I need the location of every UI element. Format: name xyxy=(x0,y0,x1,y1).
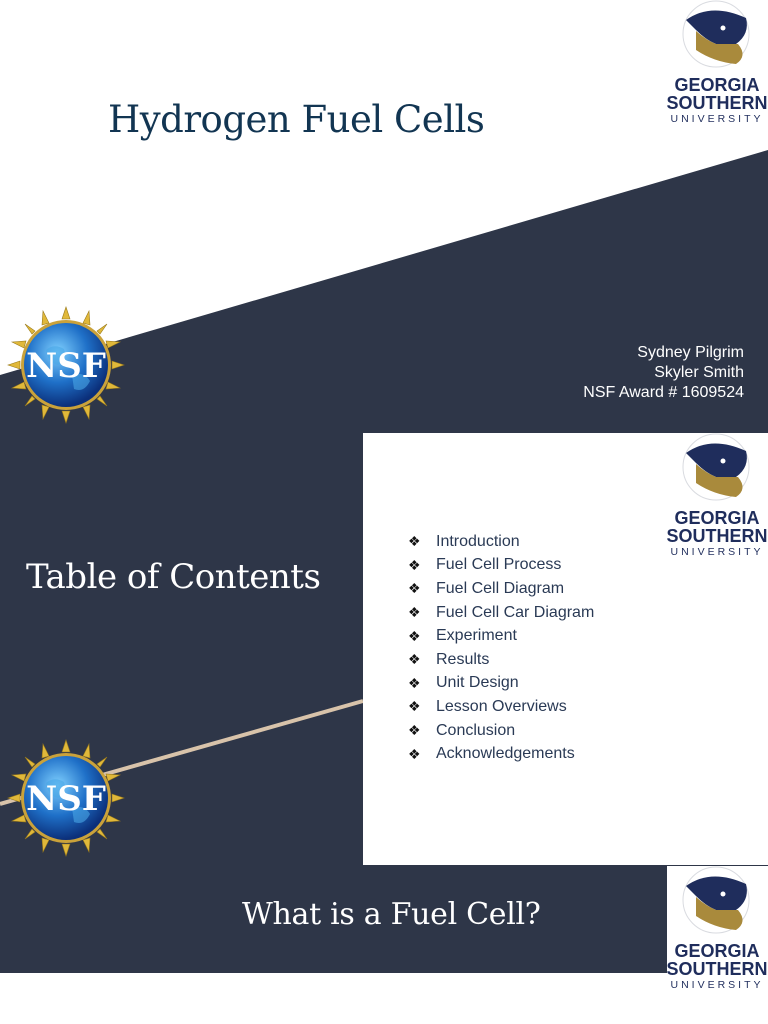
author-name: Skyler Smith xyxy=(654,364,744,381)
section-title: What is a Fuel Cell? xyxy=(242,897,541,932)
diamond-bullet-icon: ❖ xyxy=(408,604,421,621)
toc-item-label: Conclusion xyxy=(436,721,516,739)
toc-item xyxy=(408,601,594,625)
presentation-title: Hydrogen Fuel Cells xyxy=(108,98,485,141)
university-logo xyxy=(666,0,768,125)
diamond-bullet-icon: ❖ xyxy=(408,674,421,691)
diamond-bullet-icon: ❖ xyxy=(408,533,421,550)
diamond-bullet-icon: ❖ xyxy=(408,651,421,668)
diamond-bullet-icon: ❖ xyxy=(408,722,421,739)
toc-item xyxy=(408,624,594,648)
toc-item-label: Fuel Cell Diagram xyxy=(436,579,565,597)
toc-item-label: Fuel Cell Car Diagram xyxy=(436,603,595,621)
nsf-logo-text: NSF xyxy=(26,779,106,819)
toc-item xyxy=(408,577,594,601)
author-block xyxy=(583,343,744,403)
toc-item-label: Lesson Overviews xyxy=(436,697,567,715)
toc-item xyxy=(408,742,594,766)
toc-item-label: Results xyxy=(436,650,490,668)
toc-item-label: Unit Design xyxy=(436,674,519,692)
toc-item xyxy=(408,530,594,554)
nsf-logo xyxy=(6,305,126,425)
author-name: Sydney Pilgrim xyxy=(637,344,744,361)
toc-item-label: Acknowledgements xyxy=(436,745,575,763)
toc-item-label: Introduction xyxy=(436,532,520,550)
diamond-bullet-icon: ❖ xyxy=(408,698,421,715)
toc-item xyxy=(408,695,594,719)
diamond-bullet-icon: ❖ xyxy=(408,627,421,644)
diamond-bullet-icon: ❖ xyxy=(408,556,421,573)
toc-item xyxy=(408,672,594,696)
toc-item xyxy=(408,554,594,578)
nsf-logo-text: NSF xyxy=(26,346,106,386)
diamond-bullet-icon: ❖ xyxy=(408,745,421,762)
toc-item xyxy=(408,648,594,672)
nsf-logo xyxy=(6,738,126,858)
toc-item-label: Fuel Cell Process xyxy=(436,556,562,574)
award-number: NSF Award # 1609524 xyxy=(583,384,744,401)
toc-item-label: Experiment xyxy=(436,627,517,645)
toc-list xyxy=(408,530,594,766)
university-logo xyxy=(666,433,768,558)
diamond-bullet-icon: ❖ xyxy=(408,580,421,597)
toc-item xyxy=(408,719,594,743)
toc-title: Table of Contents xyxy=(26,557,321,597)
university-logo xyxy=(666,866,768,991)
